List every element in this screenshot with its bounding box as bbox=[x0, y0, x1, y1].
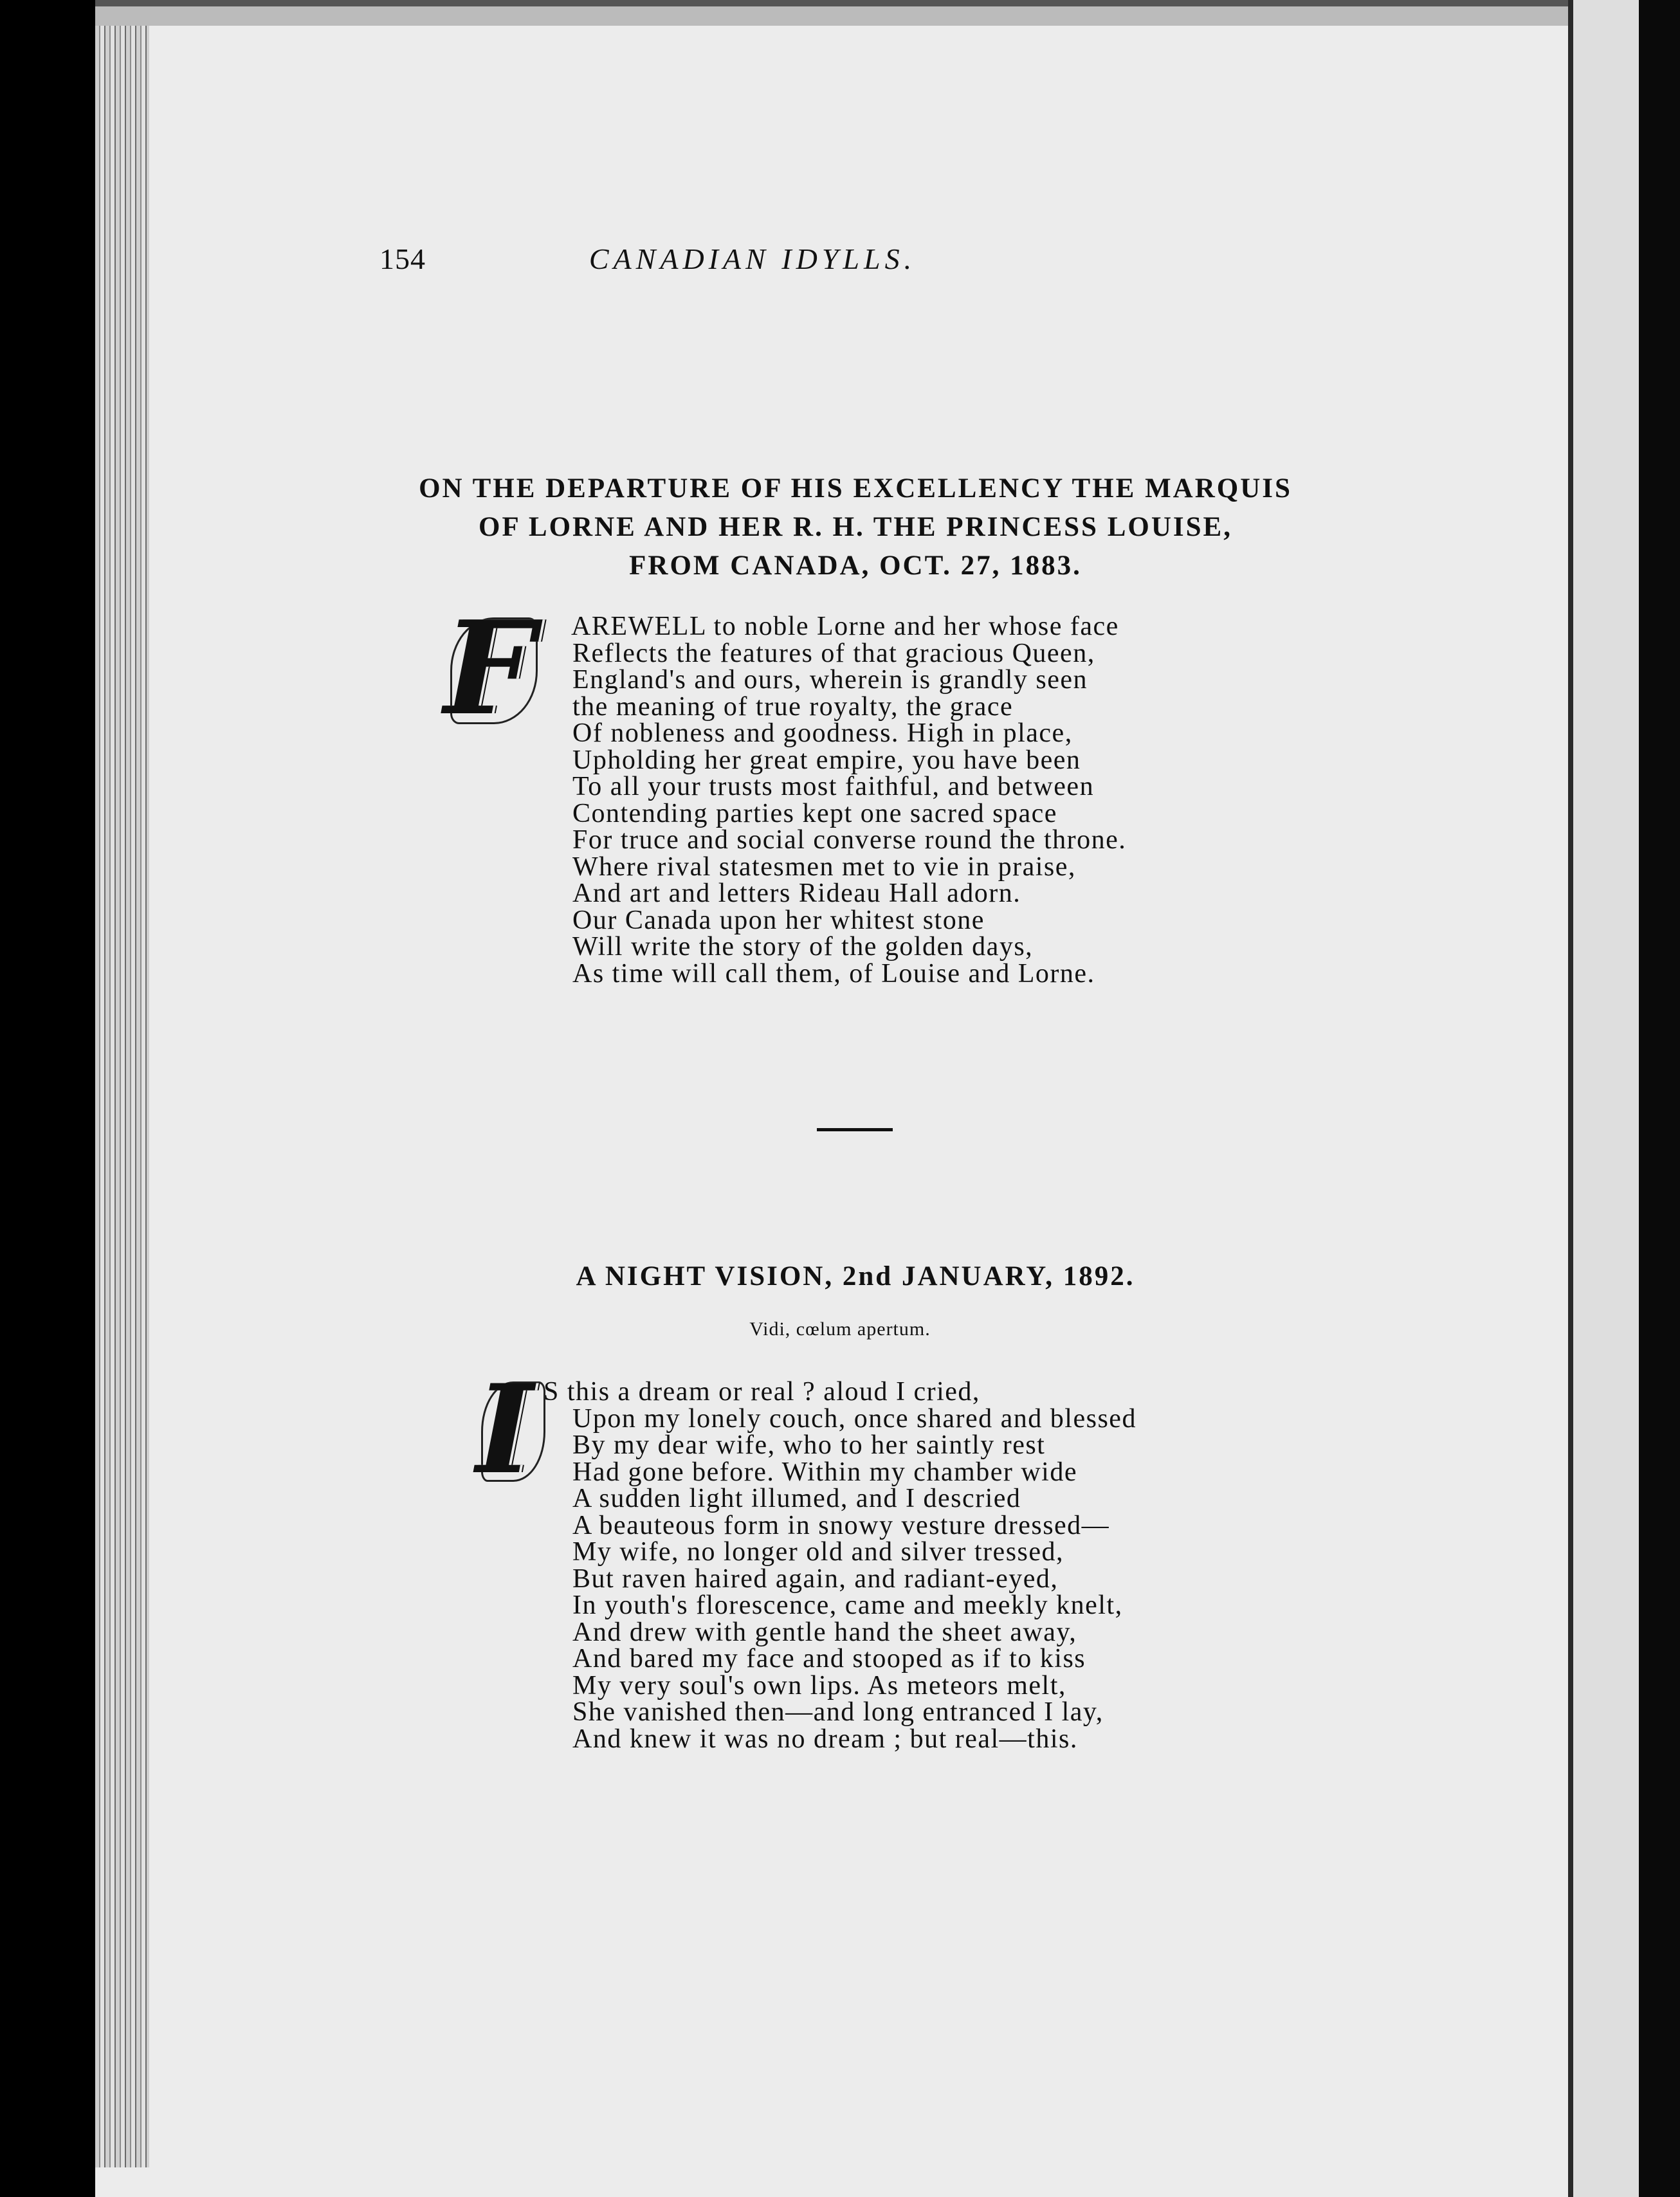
poem-line: And drew with gentle hand the sheet away, bbox=[572, 1617, 1077, 1647]
poem-line: S this a dream or real ? aloud I cried, bbox=[543, 1377, 980, 1407]
page-stack-edges bbox=[95, 26, 149, 2167]
poem-line: For truce and social converse round the throne. bbox=[572, 825, 1127, 855]
drop-cap-letter: I bbox=[476, 1358, 533, 1501]
poem-line: As time will call them, of Louise and Lorne. bbox=[572, 958, 1095, 989]
poem-line: Where rival statesmen met to vie in praise, bbox=[572, 852, 1076, 882]
poem-line: To all your trusts most faithful, and between bbox=[572, 772, 1095, 801]
poem-line: Upholding her great empire, you have been bbox=[572, 745, 1081, 775]
poem-line: In youth's florescence, came and meekly knelt, bbox=[572, 1591, 1123, 1620]
poem-line: Will write the story of the golden days, bbox=[572, 932, 1034, 962]
poem-line: My very soul's own lips. As meteors melt, bbox=[572, 1670, 1066, 1700]
poem-line: My wife, no longer old and silver tressed, bbox=[572, 1537, 1064, 1567]
drop-cap-letter: F bbox=[444, 593, 535, 744]
page-header bbox=[379, 242, 1126, 287]
poem-line: By my dear wife, who to her saintly rest bbox=[572, 1430, 1046, 1460]
poem-line: A sudden light illumed, and I descried bbox=[572, 1484, 1021, 1513]
poem-line: Reflects the features of that gracious Queen, bbox=[572, 638, 1095, 668]
poem-title-departure bbox=[360, 469, 1351, 585]
book-page bbox=[95, 0, 1568, 2197]
poem-line: Had gone before. Within my chamber wide bbox=[572, 1457, 1077, 1487]
poem-line: And knew it was no dream ; but real—this. bbox=[572, 1724, 1078, 1754]
title-line: OF LORNE AND HER R. H. THE PRINCESS LOUISE, bbox=[479, 512, 1232, 542]
scan-border bbox=[1639, 0, 1680, 2197]
poem-line: AREWELL to noble Lorne and her whose face bbox=[571, 612, 1119, 641]
poem-line: Our Canada upon her whitest stone bbox=[572, 905, 985, 935]
poem-line: And art and letters Rideau Hall adorn. bbox=[572, 879, 1021, 908]
title-line: FROM CANADA, OCT. 27, 1883. bbox=[629, 551, 1082, 581]
title-line: ON THE DEPARTURE OF HIS EXCELLENCY THE MARQUIS bbox=[419, 473, 1292, 504]
poem-line: And bared my face and stooped as if to kiss bbox=[572, 1644, 1086, 1673]
section-separator-rule bbox=[817, 1128, 893, 1131]
poem-line: England's and ours, wherein is grandly seen bbox=[572, 665, 1088, 695]
running-head: CANADIAN IDYLLS. bbox=[589, 242, 917, 275]
poem-line: Upon my lonely couch, once shared and blessed bbox=[572, 1403, 1137, 1434]
poem-line: Of nobleness and goodness. High in place, bbox=[572, 718, 1073, 748]
title-line: A NIGHT VISION, 2nd JANUARY, 1892. bbox=[576, 1261, 1135, 1291]
facing-page-fold bbox=[1568, 0, 1639, 2197]
poem-body-departure bbox=[571, 614, 1317, 987]
poem-line: Contending parties kept one sacred space bbox=[572, 798, 1057, 828]
poem-line: the meaning of true royalty, the grace bbox=[572, 691, 1014, 722]
poem-line: But raven haired again, and radiant-eyed, bbox=[572, 1563, 1059, 1594]
poem-line: A beauteous form in snowy vesture dressed— bbox=[572, 1510, 1110, 1540]
page-top-edge bbox=[95, 0, 1568, 26]
poem-body-night-vision bbox=[543, 1377, 1317, 1754]
page-number: 154 bbox=[379, 242, 426, 275]
epigraph: Vidi, cœlum apertum. bbox=[749, 1318, 931, 1340]
poem-line: She vanished then—and long entranced I lay, bbox=[572, 1697, 1104, 1727]
poem-title-night-vision bbox=[360, 1257, 1351, 1296]
